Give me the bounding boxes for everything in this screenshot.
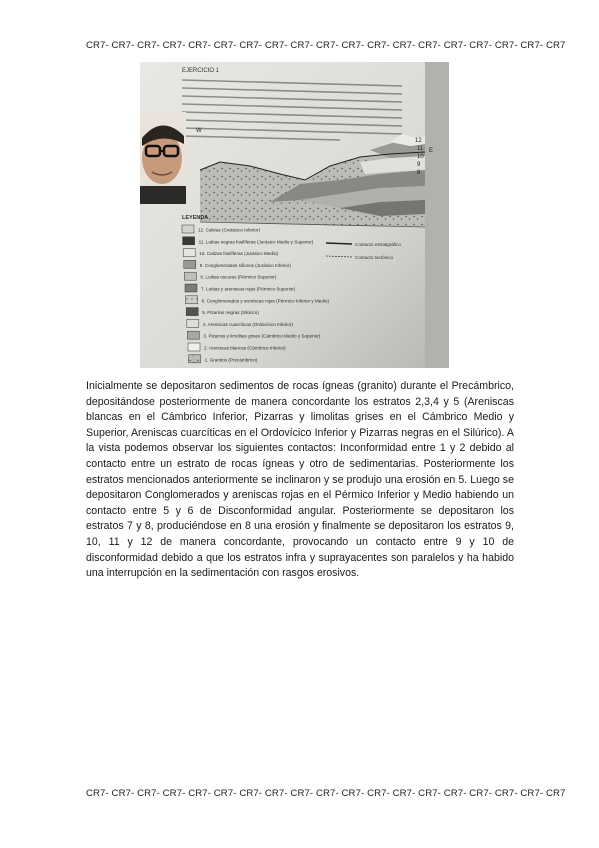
legend-item: 2. Areniscas blancas (Cámbrico Inferior) bbox=[204, 345, 286, 351]
legend-swatch bbox=[186, 308, 198, 316]
worksheet-photo-drawing bbox=[140, 62, 449, 368]
cross-section-number: 11 bbox=[417, 146, 424, 152]
cross-section-number: 12 bbox=[415, 138, 422, 144]
legend-title: LEYENDA bbox=[182, 215, 209, 221]
exercise-label: EJERCICIO 1 bbox=[182, 68, 220, 74]
legend-swatch bbox=[186, 296, 198, 304]
legend-swatch bbox=[188, 343, 200, 351]
legend-swatch bbox=[184, 272, 196, 280]
legend-swatch bbox=[185, 284, 197, 292]
explanation-paragraph: Inicialmente se depositaron sedimentos de rocas ígneas (granito) durante el Precámbrico, depositándose posteriormente de manera concordante los estratos 2,3,4 y 5 (Areniscas blancas en el Cámbrico Inferior, Pizarras y limolitas grises en el Cámbrico Medio y Superior, Areniscas cuarcíticas en el Ordovícico Inferior y Pizarras negras en el Silúrico). A la vista podemos observar los siguientes contactos: Inconformidad entre 1 y 2 debido al contacto entre un estrato de rocas ígneas y otro de sedimentarias. Posteriormente los estratos mencionados anteriormente se inclinaron y se produjo una erosión en 5. Luego se depositaron Conglomerados y areniscas rojas en el Pérmico Inferior y Medio habiendo un contacto entre 5 y 6 de Disconformidad angular. Posteriormente se depositaron los estratos 7 y 8, produciéndose en 8 una erosión y finalmente se depositaron los estratos 9, 10, 11 y 12 de manera concordante, provocando un contacto entre 9 y 10 de disconformidad debido a que los estratos infra y suprayacentes son paralelos y ha habido una interrupción en la sedimentación con rasgos erosivos. bbox=[86, 380, 514, 580]
legend-item: 7. Lutitas y areniscas rojas (Pérmico Superior) bbox=[201, 286, 296, 292]
legend-item: 3. Pizarras y limolitas grises (Cámbrico Medio y Superior) bbox=[203, 333, 321, 339]
legend-item: 10. Calizas fosilíferas (Jurásico Medio) bbox=[199, 251, 279, 257]
legend-swatch bbox=[187, 319, 199, 327]
legend-item: 8. Lutitas oscuras (Pérmico Superior) bbox=[200, 274, 277, 280]
cross-section-number: 10 bbox=[417, 154, 424, 160]
legend-item: 1. Granitos (Precámbrico) bbox=[204, 357, 258, 363]
legend-swatch bbox=[187, 331, 199, 339]
page-footer: CR7- CR7- CR7- CR7- CR7- CR7- CR7- CR7- CR7- CR7- CR7- CR7- CR7- CR7- CR7- CR7- CR7- CR7- CR7 bbox=[86, 788, 566, 799]
compass-east: E bbox=[429, 148, 434, 154]
legend-item: 12. Calizas (Cretácico Inferior) bbox=[198, 227, 261, 233]
contact-label: Contacto tectónico bbox=[355, 255, 394, 260]
page-header: CR7- CR7- CR7- CR7- CR7- CR7- CR7- CR7- CR7- CR7- CR7- CR7- CR7- CR7- CR7- CR7- CR7- CR7- CR7 bbox=[86, 40, 566, 51]
contact-label: Contacto estratigráfico bbox=[355, 242, 401, 247]
legend-swatch bbox=[183, 249, 195, 257]
cross-section-number: 9 bbox=[417, 162, 421, 168]
legend-swatch bbox=[182, 225, 194, 233]
legend-item: 11. Lutitas negras fosilíferas (Jurásico Medio y Superior) bbox=[198, 239, 314, 245]
legend-item: 9. Conglomerados silíceos (Jurásico Inferior) bbox=[199, 262, 291, 268]
portrait-overlay bbox=[140, 112, 186, 204]
legend-item: 6. Conglomerados y areniscas rojas (Pérmico Inferior y Medio) bbox=[201, 298, 330, 304]
legend-item: 5. Pizarras negras (Silúrico) bbox=[202, 310, 259, 316]
legend-swatch bbox=[184, 260, 196, 268]
cross-section-number: 8 bbox=[417, 170, 421, 176]
legend-swatch bbox=[189, 355, 201, 363]
compass-west: W bbox=[196, 128, 202, 134]
legend-swatch bbox=[183, 237, 195, 245]
worksheet-photo bbox=[140, 62, 449, 368]
legend-item: 4. Areniscas cuarcíticas (Ordovícico Inferior) bbox=[202, 321, 293, 327]
